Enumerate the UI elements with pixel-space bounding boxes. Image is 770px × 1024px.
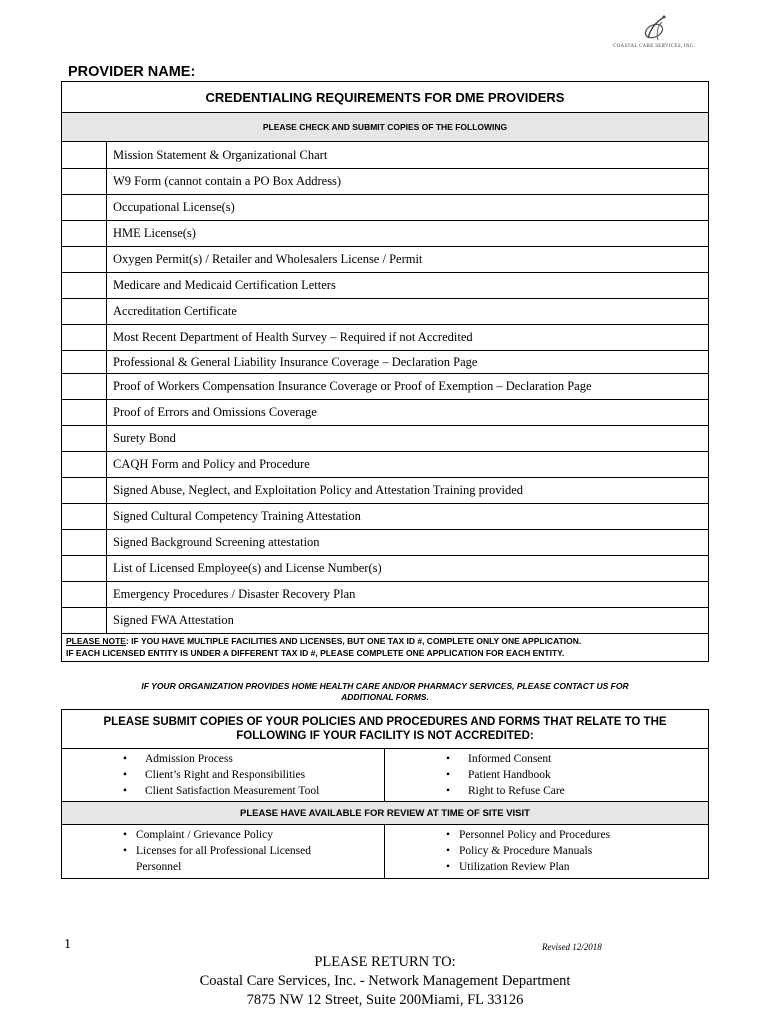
note-label: PLEASE NOTE	[66, 636, 126, 646]
note-line-2: IF EACH LICENSED ENTITY IS UNDER A DIFFERENT TAX ID #, PLEASE COMPLETE ONE APPLICATION FOR EACH ENTITY.	[66, 648, 565, 658]
requirement-checkbox-cell[interactable]	[62, 247, 107, 272]
policies-title-line-2: FOLLOWING IF YOUR FACILITY IS NOT ACCREDITED:	[236, 730, 534, 742]
requirement-label: Signed Background Screening attestation	[113, 535, 320, 549]
site-visit-title: PLEASE HAVE AVAILABLE FOR REVIEW AT TIME OF SITE VISIT	[62, 802, 708, 825]
site-visit-list-item: • Policy & Procedure Manuals	[459, 843, 708, 859]
requirement-label: CAQH Form and Policy and Procedure	[113, 457, 310, 471]
requirement-checkbox-cell[interactable]	[62, 221, 107, 246]
requirement-row	[62, 195, 708, 221]
requirement-label: Oxygen Permit(s) / Retailer and Wholesalers License / Permit	[113, 252, 423, 266]
requirement-row	[62, 608, 708, 634]
requirement-label: Proof of Errors and Omissions Coverage	[113, 405, 317, 419]
requirement-row	[62, 221, 708, 247]
requirement-row	[62, 556, 708, 582]
requirement-checkbox-cell[interactable]	[62, 169, 107, 194]
provider-name-label: PROVIDER NAME:	[68, 64, 196, 80]
policy-list-item: • Admission Process	[145, 751, 384, 767]
requirement-checkbox-cell[interactable]	[62, 556, 107, 581]
requirement-label: Mission Statement & Organizational Chart	[113, 147, 328, 162]
return-title: PLEASE RETURN TO:	[314, 954, 456, 970]
policy-list-item: • Right to Refuse Care	[468, 783, 708, 799]
requirement-row	[62, 299, 708, 325]
requirement-row	[62, 273, 708, 299]
requirement-row	[62, 351, 708, 374]
requirement-label: List of Licensed Employee(s) and License Number(s)	[113, 561, 382, 575]
requirement-row	[62, 426, 708, 452]
requirement-checkbox-cell[interactable]	[62, 273, 107, 298]
policy-list-item: • Client Satisfaction Measurement Tool	[145, 783, 384, 799]
requirement-label: Signed Abuse, Neglect, and Exploitation Policy and Attestation Training provided	[113, 483, 524, 497]
policies-columns	[62, 749, 708, 802]
policy-list-item: • Client’s Right and Responsibilities	[145, 767, 384, 783]
note-line-1: : IF YOU HAVE MULTIPLE FACILITIES AND LICENSES, BUT ONE TAX ID #, COMPLETE ONLY ONE APPLICATION.	[125, 636, 582, 646]
site-visit-right-column	[385, 825, 708, 878]
requirement-checkbox-cell[interactable]	[62, 504, 107, 529]
policies-title-line-1: PLEASE SUBMIT COPIES OF YOUR POLICIES AND PROCEDURES AND FORMS THAT RELATE TO THE	[103, 716, 667, 728]
requirement-label: Signed Cultural Competency Training Attestation	[113, 509, 361, 523]
requirement-row	[62, 478, 708, 504]
requirement-checkbox-cell[interactable]	[62, 582, 107, 607]
site-visit-left-list	[62, 825, 384, 878]
requirement-checkbox-cell[interactable]	[62, 452, 107, 477]
revision-date: Revised 12/2018	[542, 942, 602, 952]
requirement-label: Signed FWA Attestation	[113, 613, 234, 627]
policies-title	[62, 710, 708, 749]
requirement-checkbox-cell[interactable]	[62, 142, 107, 168]
logo-text: COASTAL CARE SERVICES, INC.	[613, 44, 695, 49]
multiple-facilities-note	[62, 634, 708, 661]
site-visit-list-item: • Personnel Policy and Procedures	[459, 827, 708, 843]
policies-right-list	[385, 749, 708, 801]
site-visit-list-item: Personnel	[136, 861, 182, 873]
requirement-checkbox-cell[interactable]	[62, 325, 107, 350]
site-visit-list-item: • Complaint / Grievance Policy	[136, 827, 384, 843]
additional-forms-line-2: ADDITIONAL FORMS.	[341, 692, 429, 702]
requirement-checkbox-cell[interactable]	[62, 478, 107, 503]
return-address-block	[120, 953, 650, 1010]
requirement-label: Surety Bond	[113, 431, 176, 445]
requirement-row	[62, 247, 708, 273]
policy-list-item: • Informed Consent	[468, 751, 708, 767]
site-visit-right-list	[385, 825, 708, 878]
return-address: 7875 NW 12 Street, Suite 200Miami, FL 33126	[246, 992, 524, 1008]
policies-left-list	[62, 749, 384, 801]
company-logo	[608, 14, 700, 54]
page-number: 1	[64, 937, 71, 952]
requirement-checkbox-cell[interactable]	[62, 530, 107, 555]
site-visit-list-item: • Licenses for all Professional Licensed	[136, 843, 384, 859]
requirement-label: Professional & General Liability Insurance Coverage – Declaration Page	[113, 354, 478, 369]
site-visit-columns	[62, 825, 708, 878]
requirement-label: Most Recent Department of Health Survey – Required if not Accredited	[113, 330, 473, 344]
credentialing-requirements-table	[61, 81, 709, 662]
requirements-subtitle: PLEASE CHECK AND SUBMIT COPIES OF THE FOLLOWING	[62, 113, 708, 142]
requirement-checkbox-cell[interactable]	[62, 608, 107, 633]
policies-table	[61, 709, 709, 879]
return-company: Coastal Care Services, Inc. - Network Management Department	[199, 973, 571, 989]
requirement-label: Proof of Workers Compensation Insurance Coverage or Proof of Exemption – Declaration Page	[113, 379, 592, 393]
requirement-row	[62, 169, 708, 195]
requirement-row	[62, 504, 708, 530]
requirement-row	[62, 374, 708, 400]
requirement-row	[62, 582, 708, 608]
requirement-label: Accreditation Certificate	[113, 304, 237, 318]
additional-forms-line-1: IF YOUR ORGANIZATION PROVIDES HOME HEALTH CARE AND/OR PHARMACY SERVICES, PLEASE CONTACT US FOR	[141, 681, 629, 691]
requirement-label: HME License(s)	[113, 226, 196, 240]
requirement-checkbox-cell[interactable]	[62, 400, 107, 425]
site-visit-left-column	[62, 825, 385, 878]
requirement-checkbox-cell[interactable]	[62, 351, 107, 373]
requirement-checkbox-cell[interactable]	[62, 195, 107, 220]
logo-swirl-icon	[608, 14, 700, 44]
requirement-row	[62, 530, 708, 556]
requirement-row	[62, 452, 708, 478]
requirements-title: CREDENTIALING REQUIREMENTS FOR DME PROVIDERS	[62, 82, 708, 113]
requirement-row	[62, 400, 708, 426]
requirement-label: Medicare and Medicaid Certification Letters	[113, 278, 336, 292]
requirement-checkbox-cell[interactable]	[62, 426, 107, 451]
requirement-label: Emergency Procedures / Disaster Recovery Plan	[113, 587, 356, 601]
requirement-label: W9 Form (cannot contain a PO Box Address)	[113, 174, 342, 188]
site-visit-list-item: • Utilization Review Plan	[459, 859, 708, 875]
requirement-checkbox-cell[interactable]	[62, 299, 107, 324]
policy-list-item: • Patient Handbook	[468, 767, 708, 783]
requirement-checkbox-cell[interactable]	[62, 374, 107, 399]
requirement-label: Occupational License(s)	[113, 200, 235, 214]
policies-right-column	[385, 749, 708, 801]
additional-forms-note	[70, 681, 700, 703]
requirement-row	[62, 325, 708, 351]
policies-left-column	[62, 749, 385, 801]
requirement-row	[62, 142, 708, 169]
